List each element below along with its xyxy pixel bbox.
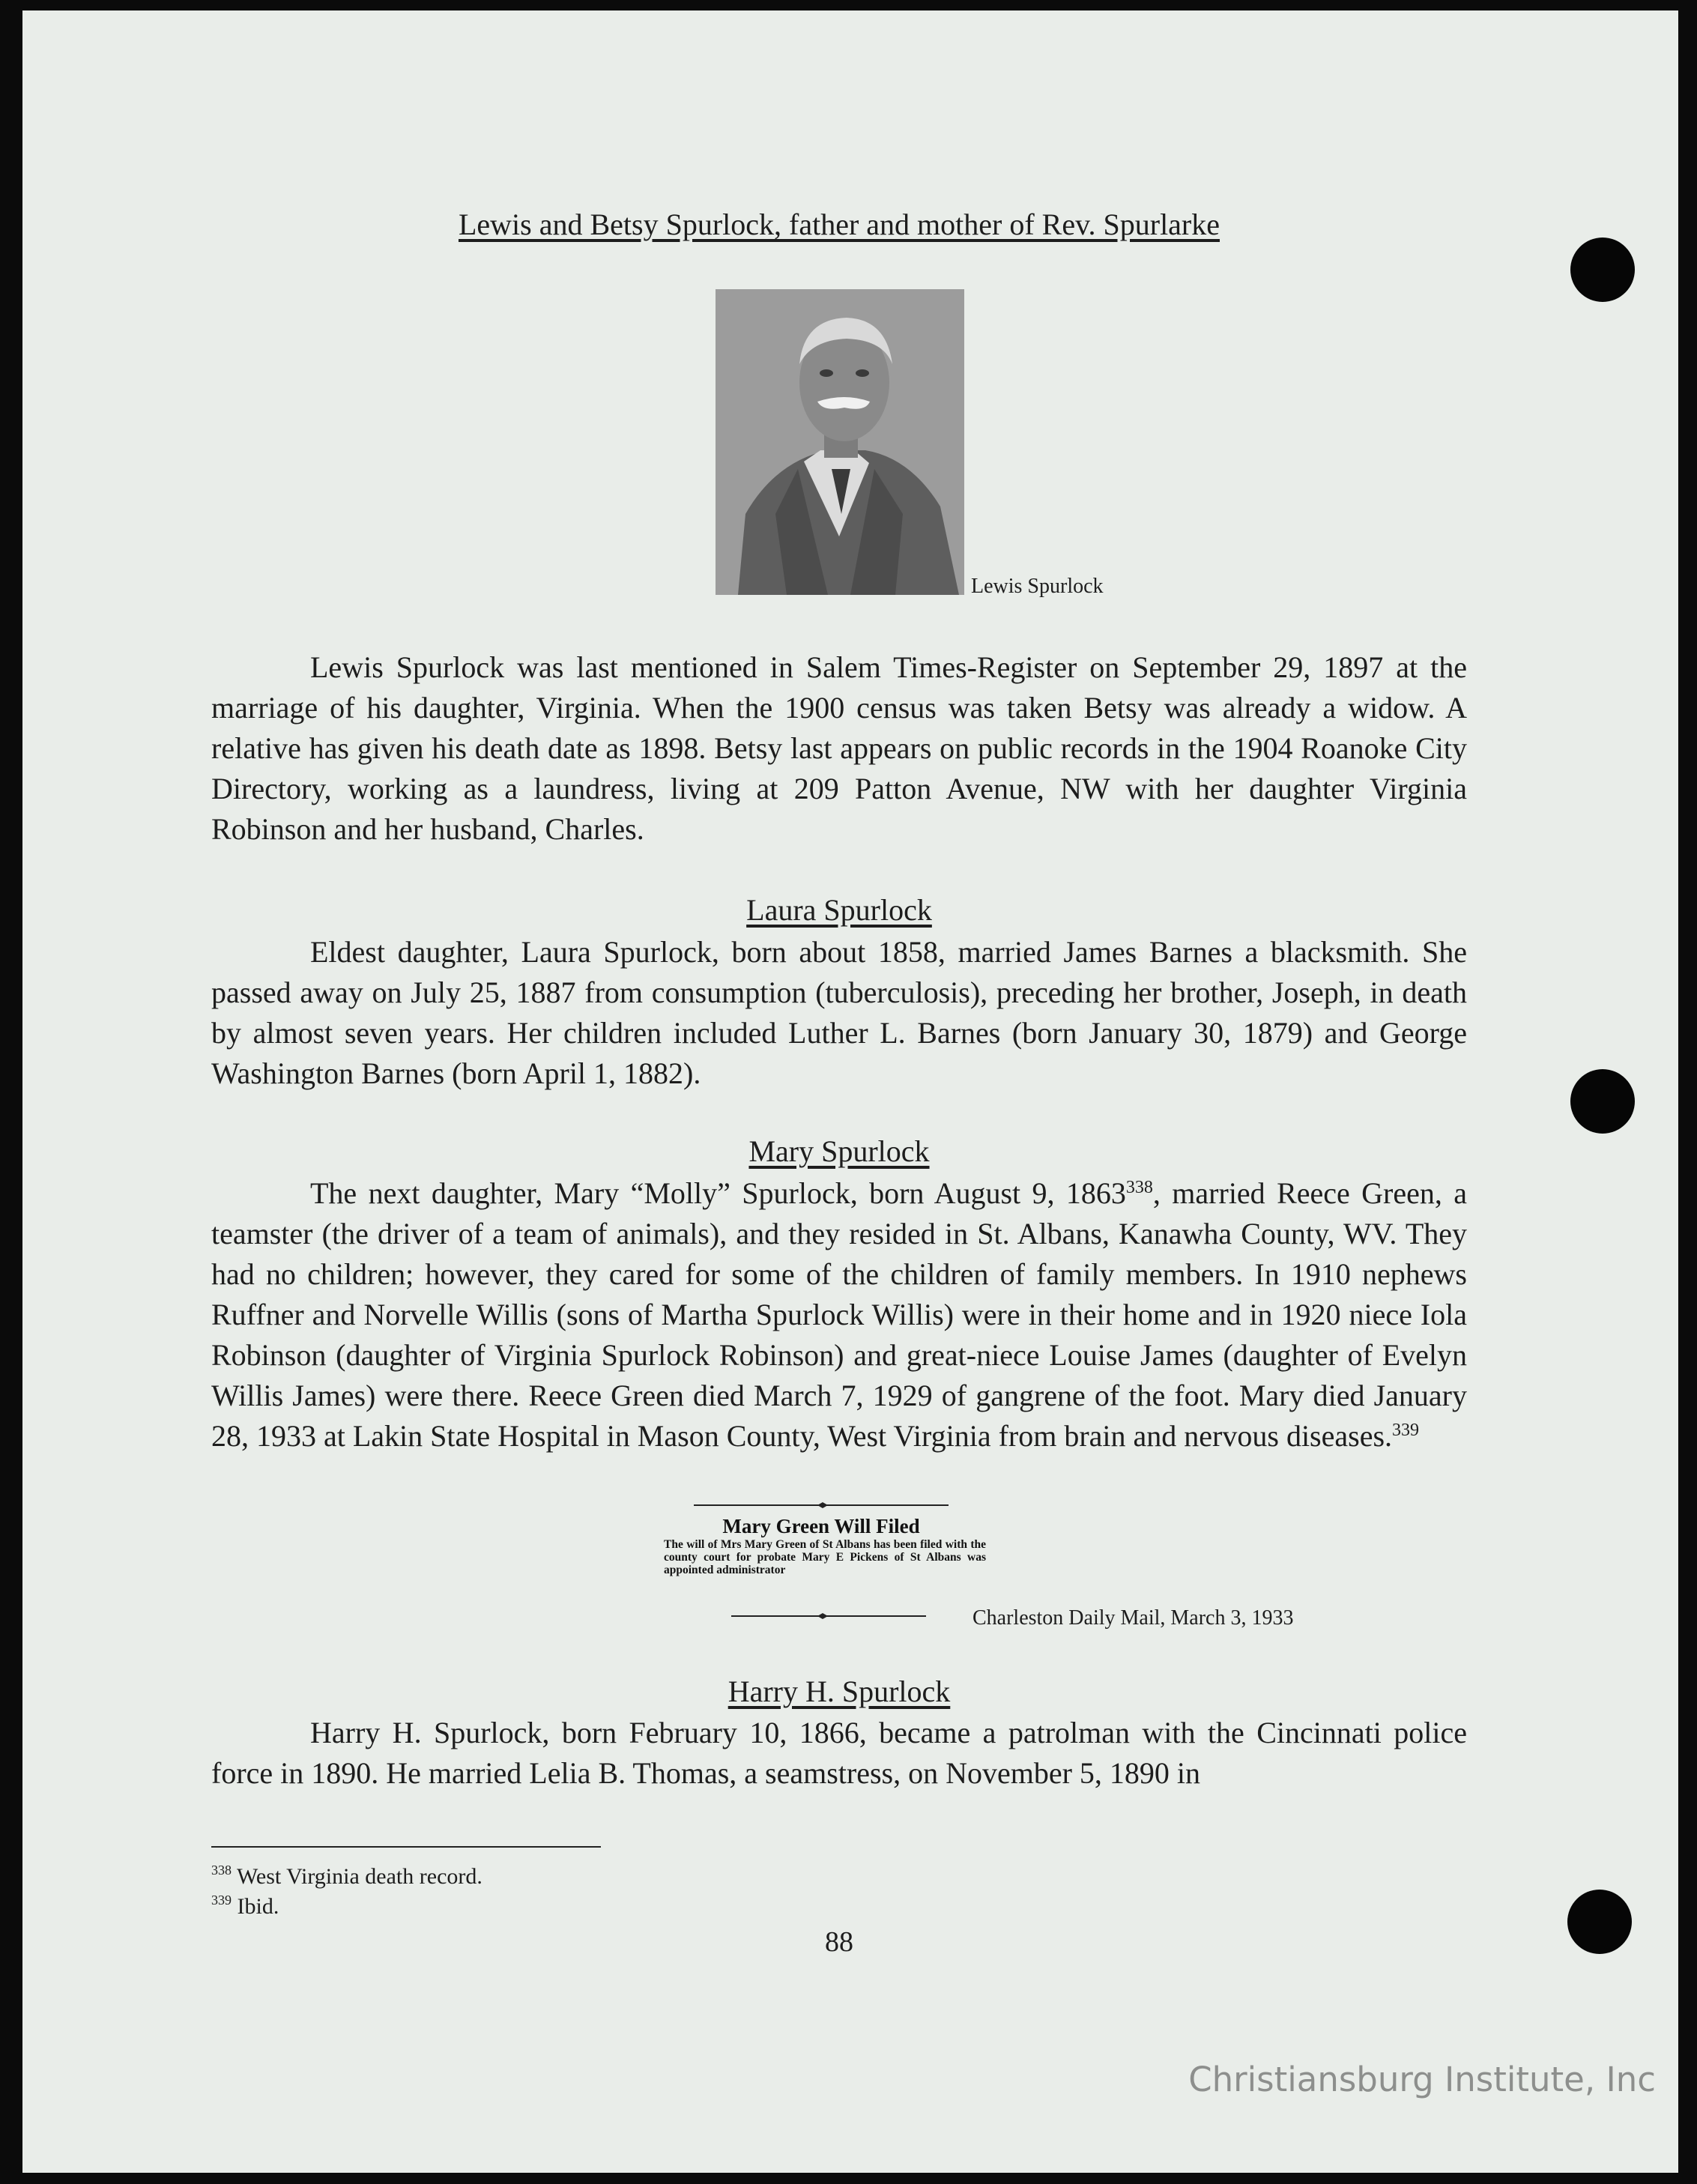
- document-page: [22, 10, 1678, 2173]
- portrait-illustration: [716, 289, 964, 595]
- binder-hole: [1570, 1069, 1635, 1134]
- clipping-rule-top: [649, 1501, 993, 1509]
- mary-text-b: , married Reece Green, a teamster (the driver of a team of animals), and they resided in St. Albans, Kanawha County, WV. They had no children; however, they cared for some of the children of family members. In 1910 nephews Ruffner and Norvelle Willis (sons of Martha Spurlock Willis) were in their home and in 1920 niece Iola Robinson (daughter of Virginia Spurlock Robinson) and great-niece Louise James (daughter of Evelyn Willis James) were there. Reece Green died March 7, 1929 of gangrene of the foot. Mary died January 28, 1933 at Lakin State Hospital in Mason County, West Virginia from brain and nervous diseases.: [211, 1176, 1467, 1453]
- footnote-text: Ibid.: [237, 1894, 279, 1919]
- footnote-number: 338: [211, 1863, 232, 1878]
- clipping-source: Charleston Daily Mail, March 3, 1933: [972, 1606, 1294, 1630]
- watermark: Christiansburg Institute, Inc: [1188, 2060, 1656, 2099]
- harry-text: Harry H. Spurlock, born February 10, 1866, became a patrolman with the Cincinnati police force in 1890. He married Lelia B. Thomas, a seamstress, on November 5, 1890 in: [211, 1716, 1467, 1790]
- mary-paragraph: [211, 1173, 1467, 1456]
- intro-paragraph: [211, 647, 1467, 850]
- section-title-mary: Mary Spurlock: [748, 1134, 930, 1168]
- clipping-title: Mary Green Will Filed: [722, 1515, 920, 1537]
- mary-text-a: The next daughter, Mary “Molly” Spurlock, born August 9, 1863: [310, 1176, 1126, 1210]
- laura-text: Eldest daughter, Laura Spurlock, born about 1858, married James Barnes a blacksmith. She passed away on July 25, 1887 from consumption (tuberculosis), preceding her brother, Joseph, in death by almost seven years. Her children included Luther L. Barnes (born January 30, 1879) and George Washington Barnes (born April 1, 1882).: [211, 935, 1467, 1090]
- footnote-ref: 338: [1125, 1178, 1153, 1197]
- footnote-338: [211, 1864, 483, 1890]
- section-title-laura: Laura Spurlock: [746, 893, 932, 927]
- laura-paragraph: [211, 932, 1467, 1094]
- footnote-divider: [211, 1846, 601, 1848]
- intro-text: Lewis Spurlock was last mentioned in Salem Times-Register on September 29, 1897 at the marriage of his daughter, Virginia. When the 1900 census was taken Betsy was already a widow. A relative has given his death date as 1898. Betsy last appears on public records in the 1904 Roanoke City Directory, working as a laundress, living at 209 Patton Avenue, NW with her daughter Virginia Robinson and her husband, Charles.: [211, 650, 1467, 846]
- harry-paragraph: [211, 1713, 1467, 1794]
- footnote-number: 339: [211, 1893, 232, 1908]
- section-title-harry: Harry H. Spurlock: [727, 1675, 951, 1708]
- footnote-ref: 339: [1392, 1421, 1420, 1440]
- clipping-body: The will of Mrs Mary Green of St Albans has been filed with the county court for probate Mary E Pickens of St Albans was appointed administrator: [664, 1538, 986, 1576]
- footnote-339: [211, 1894, 279, 1920]
- page-heading: Lewis and Betsy Spurlock, father and mother of Rev. Spurlarke: [458, 208, 1220, 241]
- clipping-rule-bottom: [649, 1612, 993, 1620]
- footnote-text: West Virginia death record.: [236, 1864, 483, 1889]
- binder-hole: [1570, 238, 1635, 302]
- photo-caption: Lewis Spurlock: [971, 575, 1104, 598]
- newspaper-clipping: [649, 1501, 993, 1621]
- page-number: 88: [825, 1926, 853, 1958]
- portrait-photo: [716, 289, 964, 595]
